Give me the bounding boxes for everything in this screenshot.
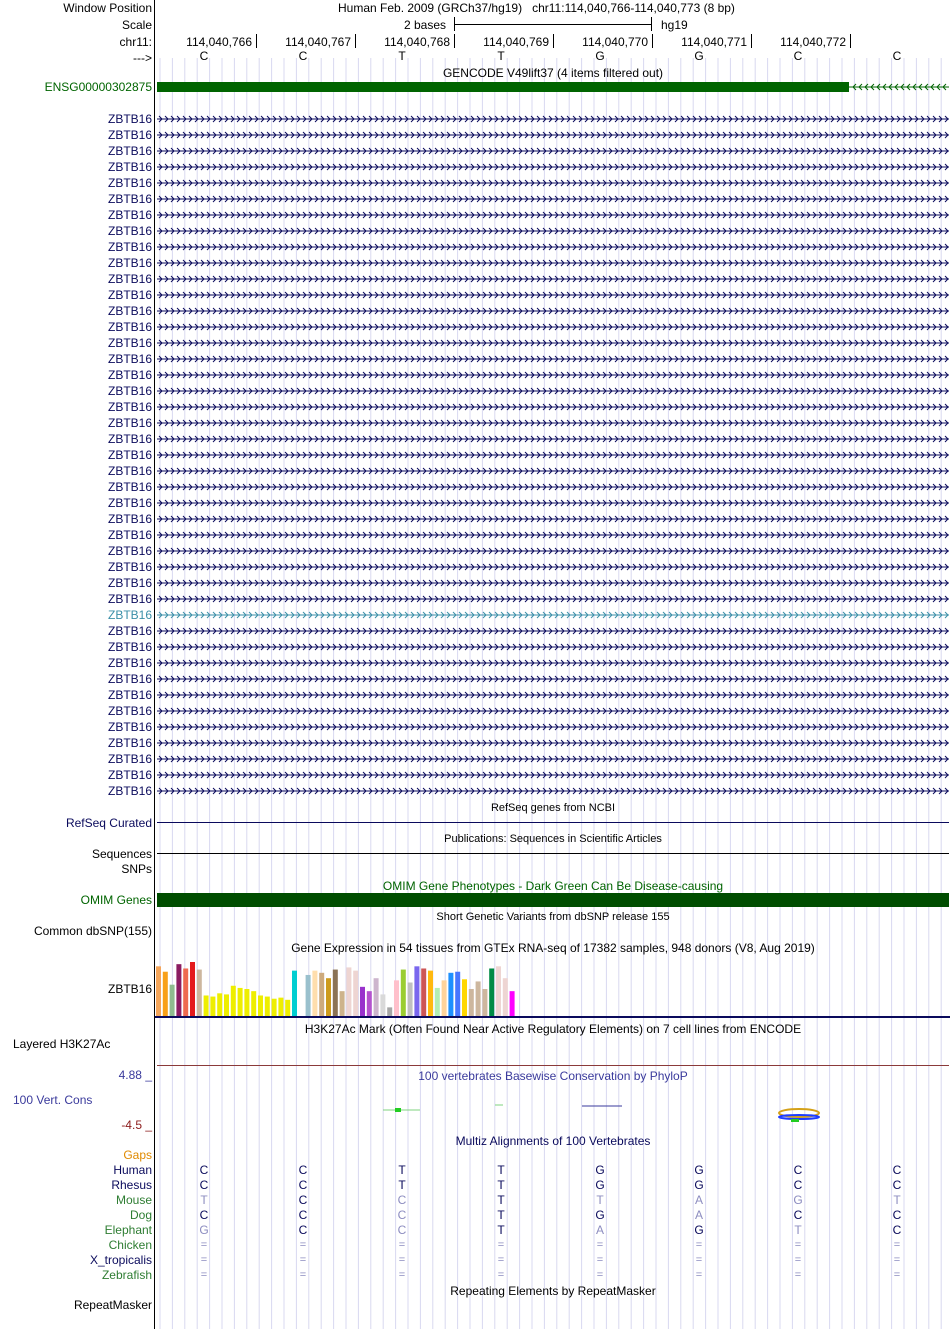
gtex-tissue-bar: [278, 998, 283, 1016]
transcript-intron-line[interactable]: [157, 707, 949, 715]
scale-bar-right-cap: [651, 17, 652, 31]
gtex-tissue-bar: [435, 988, 440, 1016]
gtex-tissue-bar: [333, 970, 338, 1016]
transcript-intron-line[interactable]: [157, 195, 949, 203]
transcript-intron-line[interactable]: [157, 371, 949, 379]
gtex-tissue-bar: [346, 967, 351, 1016]
transcript-label[interactable]: ZBTB16: [107, 416, 152, 430]
gtex-tissue-bar: [408, 983, 413, 1016]
dna-base: C: [298, 49, 308, 63]
transcript-label[interactable]: ZBTB16: [107, 640, 152, 654]
dbsnp-label[interactable]: Common dbSNP(155): [33, 924, 152, 938]
transcript-intron-line[interactable]: [157, 531, 949, 539]
gtex-tissue-bar: [414, 966, 419, 1016]
gtex-tissue-bar: [204, 995, 209, 1016]
transcript-label[interactable]: ZBTB16: [107, 672, 152, 686]
gtex-tissue-bar: [251, 991, 256, 1016]
transcript-intron-line[interactable]: [157, 355, 949, 363]
gtex-tissue-bar: [387, 1007, 392, 1016]
omim-genes-label[interactable]: OMIM Genes: [80, 893, 152, 907]
transcript-intron-line[interactable]: [157, 227, 949, 235]
gtex-tissue-bar: [231, 986, 236, 1016]
dna-base: C: [793, 49, 803, 63]
ruler-position-label: 114,040,766: [186, 35, 252, 49]
aligned-base: A: [694, 1193, 703, 1207]
aligned-base: =: [695, 1269, 703, 1281]
transcript-intron-line[interactable]: [157, 163, 949, 171]
db-text: hg19: [661, 18, 688, 32]
aligned-base: T: [497, 1178, 505, 1192]
aligned-base: G: [595, 1208, 605, 1222]
aligned-base: C: [199, 1178, 209, 1192]
aligned-base: =: [497, 1269, 505, 1281]
aligned-base: C: [793, 1178, 803, 1192]
gtex-tissue-bar: [476, 981, 481, 1016]
aligned-base: =: [200, 1269, 208, 1281]
chrom-label: chr11:: [119, 35, 152, 49]
aligned-base: C: [793, 1208, 803, 1222]
ruler-position-label: 114,040,767: [285, 35, 351, 49]
species-label[interactable]: Chicken: [108, 1238, 152, 1252]
transcript-intron-line[interactable]: [157, 691, 949, 699]
transcript-intron-line[interactable]: [157, 307, 949, 315]
transcript-intron-line[interactable]: [157, 275, 949, 283]
gtex-tissue-bar: [265, 997, 270, 1016]
transcript-label[interactable]: ZBTB16: [107, 288, 152, 302]
aligned-base: =: [200, 1239, 208, 1251]
species-label[interactable]: Zebrafish: [101, 1268, 152, 1282]
refseq-feature-line: [157, 822, 949, 823]
aligned-base: C: [199, 1208, 209, 1222]
transcript-label[interactable]: ZBTB16: [107, 432, 152, 446]
aligned-base: =: [299, 1269, 307, 1281]
phylop-track-title: 100 vertebrates Basewise Conservation by PhyloP: [418, 1069, 688, 1083]
gtex-tissue-bar: [183, 968, 188, 1016]
transcript-label[interactable]: ZBTB16: [107, 208, 152, 222]
omim-track-title: OMIM Gene Phenotypes - Dark Green Can Be Disease-causing: [382, 879, 724, 893]
aligned-base: G: [595, 1163, 605, 1177]
aligned-base: T: [497, 1193, 505, 1207]
transcript-intron-line[interactable]: [157, 451, 949, 459]
species-label[interactable]: Dog: [129, 1208, 152, 1222]
transcript-label[interactable]: ZBTB16: [107, 320, 152, 334]
h3k27ac-track-title: H3K27Ac Mark (Often Found Near Active Regulatory Elements) on 7 cell lines from ENCODE: [304, 1022, 802, 1036]
transcript-intron-line[interactable]: [157, 259, 949, 267]
transcript-label[interactable]: ZBTB16: [107, 368, 152, 382]
ruler-position-label: 114,040,768: [384, 35, 450, 49]
transcript-label[interactable]: ZBTB16: [107, 384, 152, 398]
strand-label: --->: [133, 51, 152, 65]
aligned-base: =: [893, 1254, 901, 1266]
aligned-base: =: [398, 1269, 406, 1281]
dna-base: T: [398, 49, 406, 63]
transcript-intron-line[interactable]: [157, 403, 949, 411]
gtex-tissue-bar: [224, 994, 229, 1016]
dna-base: G: [694, 49, 704, 63]
aligned-base: C: [892, 1208, 902, 1222]
gtex-tissue-bar: [394, 980, 399, 1016]
gtex-tissue-bar: [428, 971, 433, 1016]
transcript-label[interactable]: ZBTB16: [107, 512, 152, 526]
aligned-base: G: [199, 1223, 209, 1237]
gencode-main-feature[interactable]: [157, 82, 849, 92]
ruler-tick: [850, 34, 851, 48]
gtex-tissue-bar: [176, 964, 181, 1016]
multiz-track-title: Multiz Alignments of 100 Vertebrates: [455, 1134, 651, 1148]
transcript-label[interactable]: ZBTB16: [107, 128, 152, 142]
aligned-base: C: [298, 1208, 308, 1222]
species-label[interactable]: Rhesus: [111, 1178, 152, 1192]
gtex-tissue-bar: [401, 970, 406, 1016]
species-label[interactable]: Human: [113, 1163, 152, 1177]
aligned-base: T: [497, 1208, 505, 1222]
aligned-base: T: [398, 1178, 406, 1192]
transcript-label[interactable]: ZBTB16: [107, 496, 152, 510]
aligned-base: =: [299, 1254, 307, 1266]
aligned-base: =: [596, 1269, 604, 1281]
gtex-tissue-bar: [210, 997, 215, 1016]
aligned-base: C: [298, 1193, 308, 1207]
transcript-intron-line[interactable]: [157, 723, 949, 731]
transcript-label[interactable]: ZBTB16: [107, 400, 152, 414]
transcript-label[interactable]: ZBTB16: [107, 544, 152, 558]
aligned-base: =: [893, 1269, 901, 1281]
gtex-tissue-bar: [489, 968, 494, 1016]
gtex-tissue-bar: [510, 991, 515, 1016]
transcript-label[interactable]: ZBTB16: [107, 224, 152, 238]
publications-track-title: Publications: Sequences in Scientific Articles: [444, 833, 662, 845]
phylop-ymin: -4.5 _: [121, 1118, 152, 1132]
aligned-base: T: [200, 1193, 208, 1207]
aligned-base: T: [497, 1223, 505, 1237]
transcript-intron-line[interactable]: [157, 579, 949, 587]
scale-bar: [454, 24, 652, 25]
transcript-label[interactable]: ZBTB16: [107, 256, 152, 270]
gtex-tissue-bar: [306, 975, 311, 1016]
transcript-label[interactable]: ZBTB16: [107, 688, 152, 702]
transcript-intron-line[interactable]: [157, 787, 949, 795]
transcript-intron-line[interactable]: [157, 627, 949, 635]
gencode-track-title: GENCODE V49lift37 (4 items filtered out): [442, 66, 664, 80]
transcript-label[interactable]: ZBTB16: [107, 480, 152, 494]
aligned-base: C: [298, 1178, 308, 1192]
dna-base: T: [497, 49, 505, 63]
scale-bar-left-cap: [454, 17, 455, 31]
gtex-tissue-bar: [380, 994, 385, 1016]
transcript-intron-line[interactable]: [157, 435, 949, 443]
transcript-label[interactable]: ZBTB16: [107, 736, 152, 750]
gtex-tissue-bar: [482, 989, 487, 1016]
transcript-label[interactable]: ZBTB16: [107, 160, 152, 174]
transcript-intron-line[interactable]: [157, 643, 949, 651]
gencode-main-label[interactable]: ENSG00000302875: [44, 80, 152, 94]
gtex-tissue-bar: [360, 987, 365, 1016]
publications-snps-label[interactable]: SNPs: [121, 862, 152, 876]
aligned-base: C: [397, 1193, 407, 1207]
aligned-base: T: [893, 1193, 901, 1207]
transcript-intron-line[interactable]: [157, 243, 949, 251]
gtex-bar-graph[interactable]: [155, 956, 950, 1018]
aligned-base: =: [497, 1254, 505, 1266]
gtex-tissue-bar: [319, 973, 324, 1016]
aligned-base: =: [695, 1254, 703, 1266]
aligned-base: =: [596, 1254, 604, 1266]
aligned-base: =: [299, 1239, 307, 1251]
aligned-base: C: [298, 1223, 308, 1237]
transcript-label[interactable]: ZBTB16: [107, 192, 152, 206]
h3k27ac-label[interactable]: Layered H3K27Ac: [13, 1037, 111, 1051]
transcript-label[interactable]: ZBTB16: [107, 144, 152, 158]
aligned-base: C: [892, 1163, 902, 1177]
aligned-base: A: [694, 1208, 703, 1222]
transcript-label[interactable]: ZBTB16: [107, 528, 152, 542]
aligned-base: =: [695, 1239, 703, 1251]
transcript-label[interactable]: ZBTB16: [107, 176, 152, 190]
transcript-intron-line[interactable]: [157, 515, 949, 523]
scale-text: 2 bases: [404, 18, 447, 32]
transcript-label[interactable]: ZBTB16: [107, 784, 152, 798]
aligned-base: C: [298, 1163, 308, 1177]
gtex-tissue-bar: [258, 995, 263, 1016]
transcript-intron-line[interactable]: [157, 611, 949, 619]
aligned-base: =: [398, 1239, 406, 1251]
aligned-base: =: [596, 1239, 604, 1251]
transcript-label[interactable]: ZBTB16: [107, 656, 152, 670]
gtex-tissue-bar: [340, 991, 345, 1016]
aligned-base: A: [595, 1223, 604, 1237]
aligned-base: C: [892, 1223, 902, 1237]
transcript-intron-line[interactable]: [157, 211, 949, 219]
aligned-base: =: [497, 1239, 505, 1251]
aligned-base: T: [398, 1163, 406, 1177]
transcript-label[interactable]: ZBTB16: [107, 448, 152, 462]
aligned-base: =: [794, 1239, 802, 1251]
scale-label: Scale: [121, 18, 152, 32]
transcript-label[interactable]: ZBTB16: [107, 240, 152, 254]
omim-feature[interactable]: [157, 893, 949, 907]
species-label[interactable]: X_tropicalis: [89, 1253, 152, 1267]
transcript-label[interactable]: ZBTB16: [107, 592, 152, 606]
assembly-position-text: Human Feb. 2009 (GRCh37/hg19) chr11:114,040,766-114,040,773 (8 bp): [338, 1, 735, 15]
transcript-label[interactable]: ZBTB16: [107, 624, 152, 638]
gtex-track-title: Gene Expression in 54 tissues from GTEx RNA-seq of 17382 samples, 948 donors (V8, Aug 2019): [291, 941, 815, 955]
gtex-tissue-bar: [312, 971, 317, 1016]
aligned-base: C: [199, 1163, 209, 1177]
aligned-base: G: [793, 1193, 803, 1207]
dbsnp-track-title: Short Genetic Variants from dbSNP release 155: [436, 911, 670, 923]
transcript-intron-line[interactable]: [157, 563, 949, 571]
ruler-position-label: 114,040,769: [483, 35, 549, 49]
aligned-base: G: [694, 1178, 704, 1192]
gtex-tissue-bar: [272, 999, 277, 1016]
dna-base: C: [199, 49, 209, 63]
transcript-intron-line[interactable]: [157, 115, 949, 123]
transcript-intron-line[interactable]: [157, 547, 949, 555]
ruler-position-label: 114,040,770: [582, 35, 648, 49]
aligned-base: =: [794, 1269, 802, 1281]
gtex-tissue-bar: [190, 962, 195, 1016]
transcript-intron-line[interactable]: [157, 483, 949, 491]
gtex-tissue-bar: [156, 966, 161, 1016]
transcript-intron-line[interactable]: [157, 755, 949, 763]
transcript-intron-line[interactable]: [157, 339, 949, 347]
ruler-position-label: 114,040,772: [780, 35, 846, 49]
transcript-label[interactable]: ZBTB16: [107, 272, 152, 286]
transcript-intron-line[interactable]: [157, 291, 949, 299]
transcript-label[interactable]: ZBTB16: [107, 464, 152, 478]
repeatmasker-track-title: Repeating Elements by RepeatMasker: [450, 1284, 656, 1298]
aligned-base: =: [200, 1254, 208, 1266]
gtex-tissue-bar: [421, 968, 426, 1016]
phylop-graph: [155, 1100, 950, 1125]
transcript-label[interactable]: ZBTB16: [107, 720, 152, 734]
gtex-tissue-bar: [353, 971, 358, 1016]
dna-base: G: [595, 49, 605, 63]
transcript-intron-line[interactable]: [157, 739, 949, 747]
gtex-tissue-bar: [163, 972, 168, 1016]
refseq-track-title: RefSeq genes from NCBI: [490, 802, 616, 814]
gtex-tissue-bar: [448, 973, 453, 1016]
transcript-intron-line[interactable]: [157, 675, 949, 683]
phylop-ymax: 4.88 _: [118, 1068, 152, 1082]
aligned-base: =: [398, 1254, 406, 1266]
transcript-label[interactable]: ZBTB16: [107, 752, 152, 766]
gtex-tissue-bar: [217, 993, 222, 1016]
transcript-intron-line[interactable]: [157, 419, 949, 427]
gtex-tissue-bar: [292, 971, 297, 1016]
aligned-base: T: [794, 1223, 802, 1237]
gtex-tissue-bar: [442, 980, 447, 1016]
aligned-base: G: [694, 1163, 704, 1177]
aligned-base: =: [794, 1254, 802, 1266]
gtex-tissue-bar: [244, 989, 249, 1016]
gencode-main-intron: [849, 82, 949, 92]
aligned-base: G: [694, 1223, 704, 1237]
transcript-intron-line[interactable]: [157, 659, 949, 667]
gtex-tissue-bar: [469, 989, 474, 1016]
h3k27ac-baseline: [157, 1065, 949, 1066]
refseq-curated-label[interactable]: RefSeq Curated: [65, 816, 152, 830]
transcript-label[interactable]: ZBTB16: [107, 608, 152, 622]
aligned-base: G: [595, 1178, 605, 1192]
transcript-label[interactable]: ZBTB16: [107, 560, 152, 574]
gtex-tissue-bar: [170, 985, 175, 1016]
transcript-intron-line[interactable]: [157, 499, 949, 507]
transcript-label[interactable]: ZBTB16: [107, 352, 152, 366]
gtex-tissue-bar: [496, 966, 501, 1016]
transcript-label[interactable]: ZBTB16: [107, 112, 152, 126]
publications-feature-line: [157, 853, 949, 854]
gtex-tissue-bar: [462, 979, 467, 1016]
publications-sequences-label[interactable]: Sequences: [91, 847, 152, 861]
species-label[interactable]: Elephant: [104, 1223, 152, 1237]
gtex-gene-label[interactable]: ZBTB16: [107, 982, 152, 996]
gtex-tissue-bar: [503, 978, 508, 1016]
aligned-base: C: [397, 1223, 407, 1237]
transcript-intron-line[interactable]: [157, 323, 949, 331]
transcript-intron-line[interactable]: [157, 147, 949, 155]
transcript-intron-line[interactable]: [157, 387, 949, 395]
transcript-label[interactable]: ZBTB16: [107, 304, 152, 318]
dna-base: C: [892, 49, 902, 63]
transcript-label[interactable]: ZBTB16: [107, 336, 152, 350]
phylop-label[interactable]: 100 Vert. Cons: [13, 1093, 93, 1107]
aligned-base: C: [397, 1208, 407, 1222]
transcript-intron-line[interactable]: [157, 467, 949, 475]
transcript-intron-line[interactable]: [157, 131, 949, 139]
gtex-tissue-bar: [238, 988, 243, 1016]
transcript-intron-line[interactable]: [157, 595, 949, 603]
label-panel-divider: [154, 0, 155, 1329]
gtex-tissue-bar: [374, 978, 379, 1016]
aligned-base: C: [892, 1178, 902, 1192]
aligned-base: T: [497, 1163, 505, 1177]
repeatmasker-label[interactable]: RepeatMasker: [73, 1298, 152, 1312]
aligned-base: T: [596, 1193, 604, 1207]
gtex-tissue-bar: [326, 978, 331, 1016]
ruler-position-label: 114,040,771: [681, 35, 747, 49]
transcript-intron-line[interactable]: [157, 179, 949, 187]
gtex-tissue-bar: [197, 970, 202, 1016]
gtex-tissue-bar: [285, 1000, 290, 1016]
gtex-tissue-bar: [367, 991, 372, 1016]
transcript-label[interactable]: ZBTB16: [107, 768, 152, 782]
transcript-label[interactable]: ZBTB16: [107, 576, 152, 590]
aligned-base: =: [893, 1239, 901, 1251]
window-position-label: Window Position: [63, 1, 152, 15]
species-label[interactable]: Mouse: [115, 1193, 152, 1207]
transcript-intron-line[interactable]: [157, 771, 949, 779]
multiz-gaps-label[interactable]: Gaps: [123, 1148, 152, 1162]
transcript-label[interactable]: ZBTB16: [107, 704, 152, 718]
gtex-tissue-bar: [455, 972, 460, 1016]
aligned-base: C: [793, 1163, 803, 1177]
